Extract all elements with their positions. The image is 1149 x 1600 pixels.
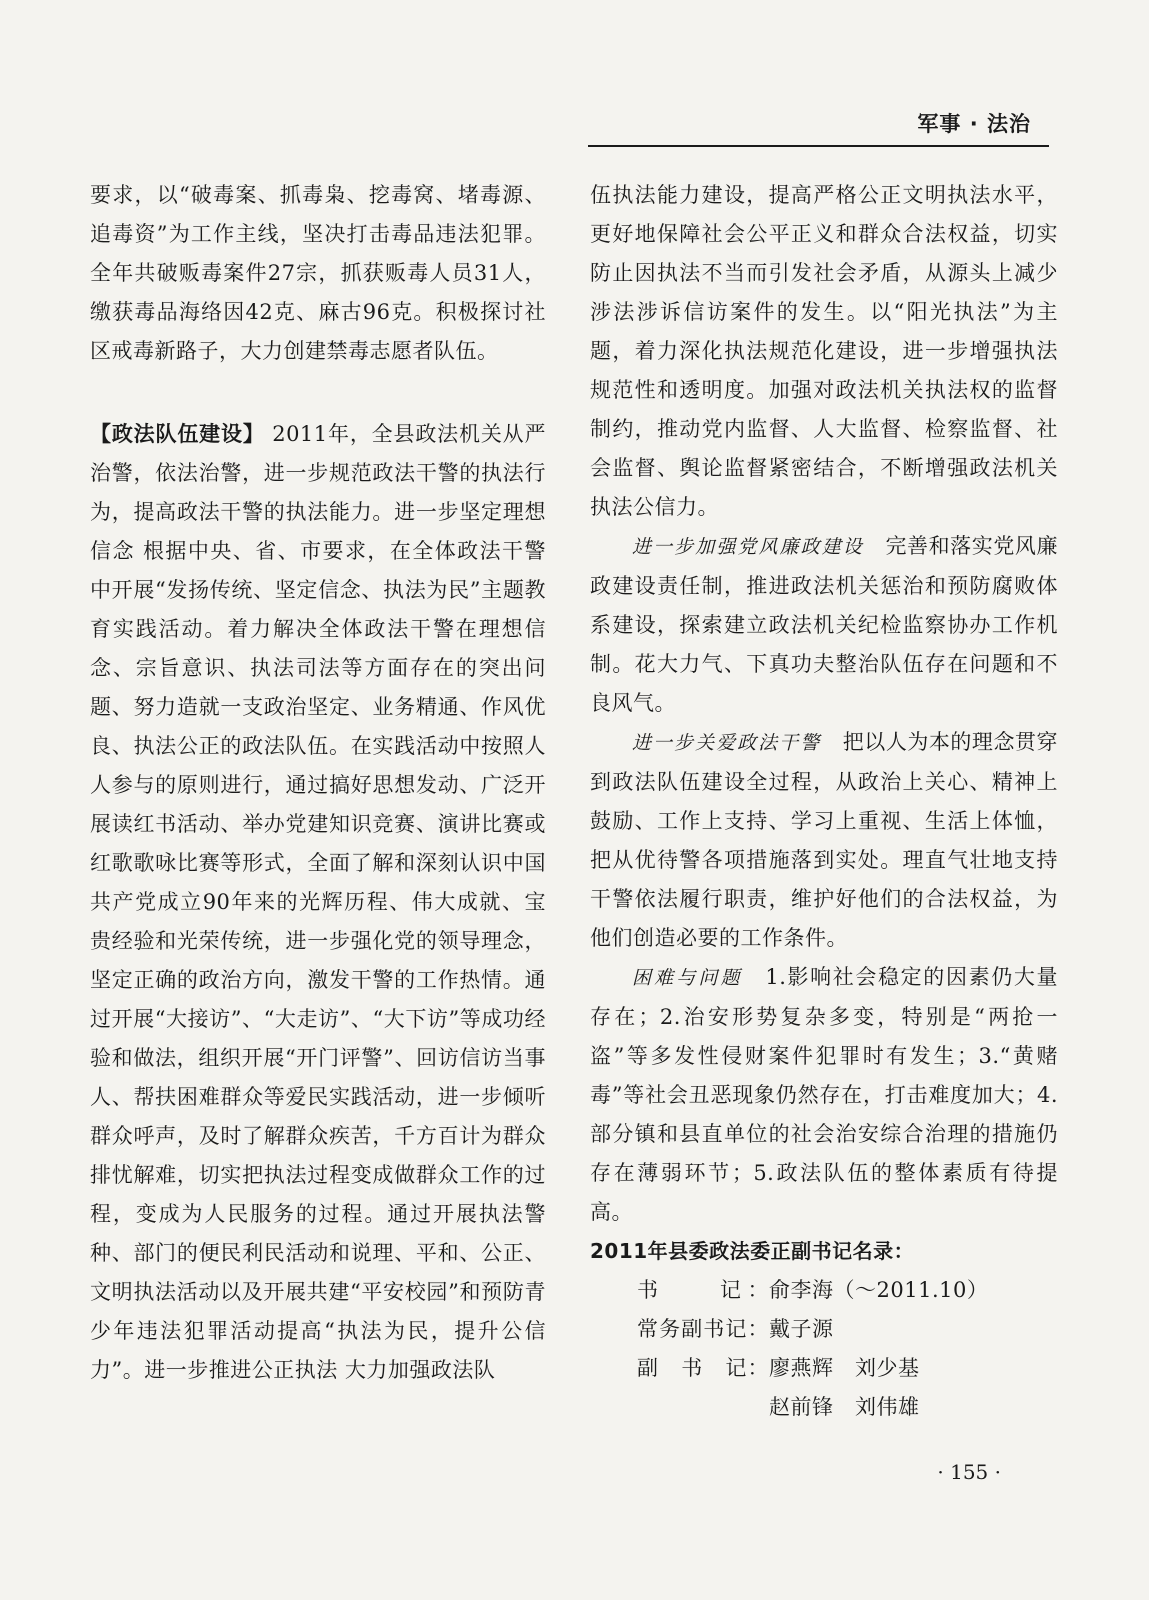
section-body: 2011年，全县政法机关从严治警，依法治警，进一步规范政法干警的执法行为，提高政法干警的执法能力。进一步坚定理想信念 根据中央、省、市要求，在全体政法干警中开展“发扬传统、坚定信念、执法为民”主题教育实践活动。着力解决全体政法干警在理想信念、宗旨意识、执法司法等方面存在的突出问题、努力造就一支政治坚定、业务精通、作风优良、执法公正的政法队伍。在实践活动中按照人人参与的原则进行，通过搞好思想发动、广泛开展读红书活动、举办党建知识竞赛、演讲比赛或红歌歌咏比赛等形式，全面了解和深刻认识中国共产党成立90年来的光辉历程、伟大成就、宝贵经验和光荣传统，进一步强化党的领导理念，坚定正确的政治方向，激发干警的工作热情。通过开展“大接访”、“大走访”、“大下访”等成功经验和做法，组织开展“开门评警”、回访信访当事人、帮扶困难群众等爱民实践活动，进一步倾听群众呼声，及时了解群众疾苦，千方百计为群众排忧解难，切实把执法过程变成做群众工作的过程，变成为人民服务的过程。通过开展执法警种、部门的便民利民活动和说理、平和、公正、文明执法活动以及开展共建“平安校园”和预防青少年违法犯罪活动提高“执法为民，提升公信力”。进一步推进公正执法 大力加强政法队 [90, 422, 546, 1382]
roster-role: 常务副书记： [637, 1317, 769, 1341]
roster-names: 戴子源 [769, 1317, 834, 1341]
roster-row [590, 1349, 1058, 1388]
paragraph-law-enforcement: 伍执法能力建设，提高严格公正文明执法水平，更好地保障社会公平正义和群众合法权益，切实防止因执法不当而引发社会矛盾，从源头上减少涉法涉诉信访案件的发生。以“阳光执法”为主题，着力深化执法规范化建设，进一步增强执法规范性和透明度。加强对政法机关执法权的监督制约，推动党内监督、人大监督、检察监督、社会监督、舆论监督紧密结合，不断增强政法机关执法公信力。 [590, 183, 1058, 519]
body-problems: 1.影响社会稳定的因素仍大量存在；2.治安形势复杂多变，特别是“两抢一盗”等多发性侵财案件犯罪时有发生；3.“黄赌毒”等社会丑恶现象仍然存在，打击难度加大；4.部分镇和县直单位的社会治安综合治理的措施仍存在薄弱环节；5.政法队伍的整体素质有待提高。 [590, 965, 1058, 1224]
roster-names: 廖燕辉 刘少基 [769, 1356, 920, 1380]
paragraph-team-building [90, 415, 546, 1390]
roster-role: 副 书 记： [637, 1356, 769, 1380]
paragraph-gap [90, 371, 546, 415]
section-heading: 【政法队伍建设】 [90, 422, 265, 446]
body-care: 把以人为本的理念贯穿到政法队伍建设全过程，从政治上关心、精神上鼓励、工作上支持、学习上重视、生活上体恤，把从优待警各项措施落到实处。理直气壮地支持干警依法履行职责，维护好他们的合法权益，为他们创造必要的工作条件。 [590, 730, 1058, 950]
page-number: · 155 · [937, 1460, 1001, 1484]
paragraph-care [590, 723, 1058, 958]
body-integrity: 完善和落实党风廉政建设责任制，推进政法机关惩治和预防腐败体系建设，探索建立政法机关纪检监察协办工作机制。花大力气、下真功夫整治队伍存在问题和不良风气。 [590, 534, 1058, 715]
paragraph-drug-enforcement: 要求，以“破毒案、抓毒枭、挖毒窝、堵毒源、追毒资”为工作主线，坚决打击毒品违法犯罪。全年共破贩毒案件27宗，抓获贩毒人员31人，缴获毒品海络因42克、麻古96克。积极探讨社区戒毒新路子，大力创建禁毒志愿者队伍。 [90, 183, 546, 363]
paragraph-problems [590, 958, 1058, 1232]
paragraph-integrity [590, 527, 1058, 723]
roster-role: 书 记： [637, 1278, 769, 1302]
roster-names: 俞李海（～2011.10） [769, 1278, 989, 1302]
roster-title: 2011年县委政法委正副书记名录： [590, 1239, 915, 1263]
roster-names: 赵前锋 刘伟雄 [769, 1395, 920, 1419]
right-column [590, 176, 1058, 1427]
subheading-care: 进一步关爱政法干警 [632, 732, 822, 754]
subheading-integrity: 进一步加强党风廉政建设 [632, 536, 864, 558]
section-title: 军事 · 法治 [917, 112, 1031, 136]
header-divider [588, 145, 1049, 147]
roster-row [590, 1271, 1058, 1310]
subheading-problems: 困难与问题 [632, 967, 743, 989]
roster-row [590, 1310, 1058, 1349]
roster-names-continued [590, 1388, 1058, 1427]
left-column [90, 176, 546, 1390]
